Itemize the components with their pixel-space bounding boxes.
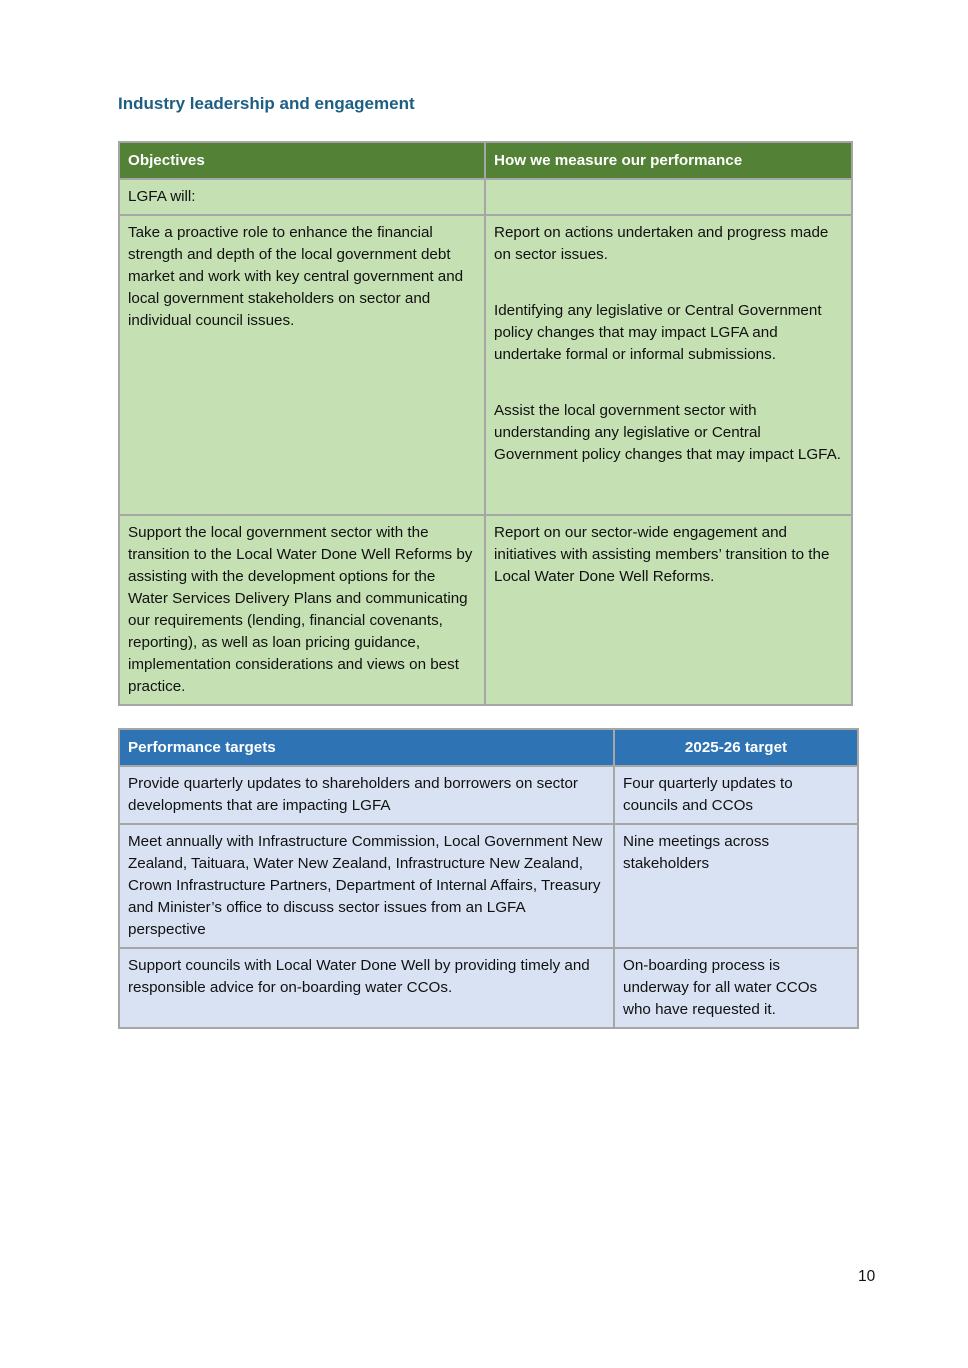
measure-text: Report on actions undertaken and progress made on sector issues. — [494, 224, 829, 263]
measure-cell — [485, 215, 852, 515]
table-row — [119, 515, 852, 705]
column-header-targets: Performance targets — [119, 729, 614, 766]
objectives-table — [118, 141, 853, 706]
objective-cell: Support the local government sector with the transition to the Local Water Done Well Reforms by assisting with the development options for the Water Services Delivery Plans and communicating our requirements (lending, financial covenants, reporting), as well as loan pricing guidance, implementation considerations and views on best practice. — [119, 515, 485, 705]
measure-text: Report on our sector-wide engagement and initiatives with assisting members’ transition to the Local Water Done Well Reforms. — [494, 524, 830, 585]
table-row — [119, 766, 858, 824]
measure-text: Identifying any legislative or Central Government policy changes that may impact LGFA and undertake formal or informal submissions. — [494, 302, 822, 363]
column-header-measures: How we measure our performance — [485, 142, 852, 179]
table-row — [119, 948, 858, 1028]
measure-cell — [485, 515, 852, 705]
target-cell: Support councils with Local Water Done Well by providing timely and responsible advice for on-boarding water CCOs. — [119, 948, 614, 1028]
target-cell: Meet annually with Infrastructure Commission, Local Government New Zealand, Taituara, Water New Zealand, Infrastructure New Zealand, Crown Infrastructure Partners, Department of Internal Affairs, Treasury and Minister’s office to discuss sector issues from an LGFA perspective — [119, 824, 614, 948]
target-cell: Provide quarterly updates to shareholders and borrowers on sector developments that are impacting LGFA — [119, 766, 614, 824]
performance-targets-table — [118, 728, 859, 1029]
column-header-objectives: Objectives — [119, 142, 485, 179]
objective-cell: Take a proactive role to enhance the financial strength and depth of the local government debt market and work with key central government and local government stakeholders on sector and individual council issues. — [119, 215, 485, 515]
target-value-cell: On-boarding process is underway for all water CCOs who have requested it. — [614, 948, 858, 1028]
measure-text: Assist the local government sector with understanding any legislative or Central Government policy changes that may impact LGFA. — [494, 402, 841, 463]
page-number: 10 — [858, 1268, 876, 1285]
table-row — [119, 179, 852, 215]
intro-cell: LGFA will: — [119, 179, 485, 215]
table-row — [119, 215, 852, 515]
target-value-cell: Four quarterly updates to councils and CCOs — [614, 766, 858, 824]
table-header-row — [119, 729, 858, 766]
table-header-row — [119, 142, 852, 179]
empty-cell — [485, 179, 852, 215]
target-value-cell: Nine meetings across stakeholders — [614, 824, 858, 948]
section-title: Industry leadership and engagement — [118, 94, 415, 113]
table-row — [119, 824, 858, 948]
column-header-2025-26-target: 2025-26 target — [614, 729, 858, 766]
